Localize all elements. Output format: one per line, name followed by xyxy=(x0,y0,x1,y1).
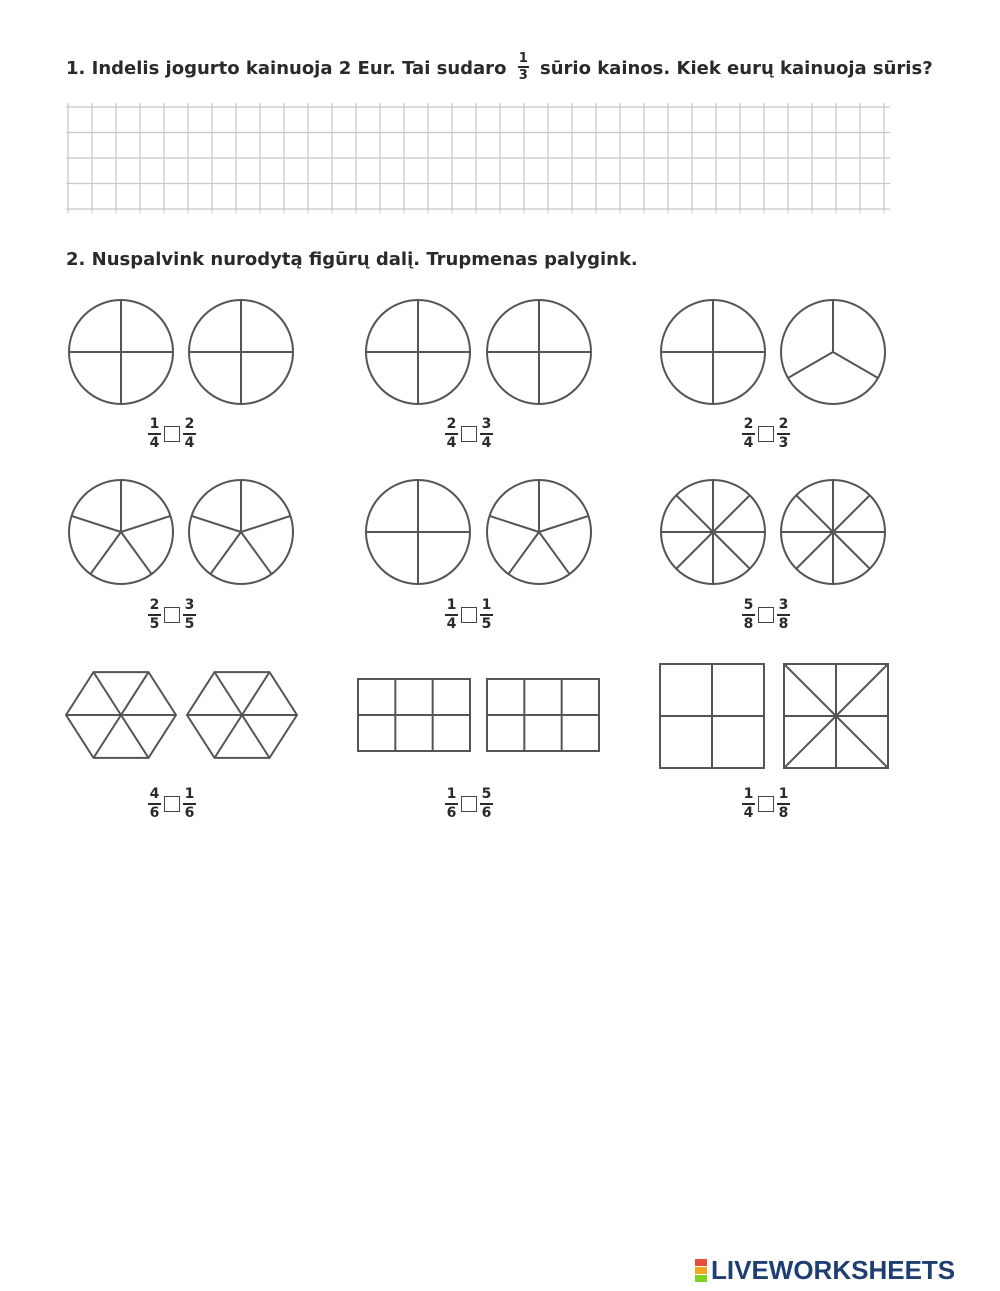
numerator: 1 xyxy=(184,786,195,802)
question-1-fraction xyxy=(518,52,529,82)
denominator: 8 xyxy=(743,615,754,632)
fraction-left xyxy=(148,598,161,632)
comparison-answer-box[interactable] xyxy=(164,607,180,623)
denominator: 8 xyxy=(778,615,789,632)
fraction-left xyxy=(148,417,161,451)
numerator: 1 xyxy=(743,786,754,802)
sector-divider xyxy=(833,352,878,378)
denominator: 3 xyxy=(778,434,789,451)
numerator: 2 xyxy=(778,416,789,432)
denominator: 8 xyxy=(778,804,789,821)
hexagon-sixths-7b[interactable] xyxy=(185,664,299,766)
denominator: 4 xyxy=(184,434,195,451)
denominator: 4 xyxy=(446,615,457,632)
sector-divider xyxy=(241,532,272,574)
sector-divider xyxy=(676,532,713,569)
fraction-right xyxy=(777,417,790,451)
numerator: 2 xyxy=(743,416,754,432)
circle-thirds-3b[interactable] xyxy=(779,298,887,406)
circle-fifths-5b[interactable] xyxy=(485,478,593,586)
denominator: 5 xyxy=(149,615,160,632)
comparison-1 xyxy=(148,417,196,451)
fraction-left xyxy=(742,598,755,632)
circle-quarters-2a[interactable] xyxy=(364,298,472,406)
sector-divider xyxy=(796,495,833,532)
sector-divider xyxy=(210,532,241,574)
fraction-denominator: 3 xyxy=(518,67,528,83)
denominator: 4 xyxy=(743,434,754,451)
brand-name: LIVEWORKSHEETS xyxy=(711,1255,956,1285)
triangle-divider xyxy=(215,715,243,758)
fraction-right xyxy=(183,598,196,632)
logo-bar xyxy=(695,1267,707,1274)
rectangle-sixths-8b[interactable] xyxy=(485,677,601,753)
sector-divider xyxy=(539,532,570,574)
denominator: 4 xyxy=(481,434,492,451)
sector-divider xyxy=(539,516,588,532)
triangle-divider xyxy=(242,715,270,758)
fraction-right xyxy=(183,417,196,451)
sector-divider xyxy=(192,516,241,532)
comparison-6 xyxy=(742,598,790,632)
circle-quarters-5a[interactable] xyxy=(364,478,472,586)
fraction-right xyxy=(480,598,493,632)
denominator: 5 xyxy=(481,615,492,632)
fraction-right xyxy=(777,787,790,821)
comparison-answer-box[interactable] xyxy=(758,607,774,623)
numerator: 1 xyxy=(149,416,160,432)
numerator: 4 xyxy=(149,786,160,802)
comparison-answer-box[interactable] xyxy=(758,426,774,442)
numerator: 1 xyxy=(481,597,492,613)
question-1 xyxy=(66,51,933,84)
question-1-text-before: 1. Indelis jogurto kainuoja 2 Eur. Tai sudaro xyxy=(66,57,507,79)
fraction-numerator: 1 xyxy=(518,51,528,66)
denominator: 4 xyxy=(149,434,160,451)
circle-eighths-6a[interactable] xyxy=(659,478,767,586)
logo-bar xyxy=(695,1259,707,1266)
numerator: 2 xyxy=(446,416,457,432)
numerator: 3 xyxy=(481,416,492,432)
denominator: 4 xyxy=(743,804,754,821)
hexagon-sixths-7a[interactable] xyxy=(64,664,178,766)
fraction-right xyxy=(777,598,790,632)
fraction-left xyxy=(445,417,458,451)
circle-fifths-4b[interactable] xyxy=(187,478,295,586)
comparison-3 xyxy=(742,417,790,451)
fraction-left xyxy=(742,787,755,821)
fraction-left xyxy=(742,417,755,451)
question-1-text-after: sūrio kainos. Kiek eurų kainuoja sūris? xyxy=(540,57,933,79)
fraction-right xyxy=(480,787,493,821)
numerator: 5 xyxy=(481,786,492,802)
sector-divider xyxy=(796,532,833,569)
square-quarters-9a[interactable] xyxy=(658,662,766,770)
circle-quarters-3a[interactable] xyxy=(659,298,767,406)
fraction-left xyxy=(148,787,161,821)
denominator: 6 xyxy=(184,804,195,821)
numerator: 1 xyxy=(446,786,457,802)
numerator: 5 xyxy=(743,597,754,613)
comparison-7 xyxy=(148,787,196,821)
sector-divider xyxy=(241,516,290,532)
sector-divider xyxy=(72,516,121,532)
triangle-divider xyxy=(242,672,270,715)
triangle-divider xyxy=(121,715,149,758)
comparison-5 xyxy=(445,598,493,632)
sector-divider xyxy=(676,495,713,532)
numerator: 3 xyxy=(184,597,195,613)
sector-divider xyxy=(508,532,539,574)
numerator: 1 xyxy=(446,597,457,613)
answer-grid[interactable] xyxy=(66,103,890,213)
fraction-left xyxy=(445,787,458,821)
sector-divider xyxy=(713,532,750,569)
liveworksheets-logo-icon xyxy=(695,1259,707,1283)
question-2 xyxy=(66,249,638,270)
comparison-answer-box[interactable] xyxy=(164,426,180,442)
circle-eighths-6b[interactable] xyxy=(779,478,887,586)
numerator: 2 xyxy=(149,597,160,613)
comparison-answer-box[interactable] xyxy=(461,796,477,812)
triangle-divider xyxy=(94,672,122,715)
denominator: 4 xyxy=(446,434,457,451)
liveworksheets-brand xyxy=(695,1255,955,1286)
sector-divider xyxy=(833,532,870,569)
triangle-divider xyxy=(121,672,149,715)
circle-quarters-2b[interactable] xyxy=(485,298,593,406)
fraction-right xyxy=(183,787,196,821)
comparison-9 xyxy=(742,787,790,821)
sector-divider xyxy=(788,352,833,378)
sector-divider xyxy=(833,495,870,532)
comparison-answer-box[interactable] xyxy=(461,426,477,442)
sector-divider xyxy=(90,532,121,574)
triangle-divider xyxy=(94,715,122,758)
sector-divider xyxy=(121,532,152,574)
comparison-answer-box[interactable] xyxy=(461,607,477,623)
numerator: 3 xyxy=(778,597,789,613)
comparison-8 xyxy=(445,787,493,821)
question-2-text: 2. Nuspalvink nurodytą figūrų dalį. Trupmenas palygink. xyxy=(66,249,638,270)
comparison-4 xyxy=(148,598,196,632)
circle-fifths-4a[interactable] xyxy=(67,478,175,586)
denominator: 6 xyxy=(481,804,492,821)
numerator: 1 xyxy=(778,786,789,802)
rectangle-sixths-8a[interactable] xyxy=(356,677,472,753)
circle-quarters-1a[interactable] xyxy=(67,298,175,406)
comparison-answer-box[interactable] xyxy=(758,796,774,812)
numerator: 2 xyxy=(184,416,195,432)
triangle-divider xyxy=(215,672,243,715)
comparison-answer-box[interactable] xyxy=(164,796,180,812)
fraction-left xyxy=(445,598,458,632)
sector-divider xyxy=(713,495,750,532)
denominator: 5 xyxy=(184,615,195,632)
sector-divider xyxy=(121,516,170,532)
square-eighths-9b[interactable] xyxy=(782,662,890,770)
logo-bar xyxy=(695,1275,707,1282)
circle-quarters-1b[interactable] xyxy=(187,298,295,406)
denominator: 6 xyxy=(149,804,160,821)
fraction-right xyxy=(480,417,493,451)
denominator: 6 xyxy=(446,804,457,821)
sector-divider xyxy=(490,516,539,532)
comparison-2 xyxy=(445,417,493,451)
